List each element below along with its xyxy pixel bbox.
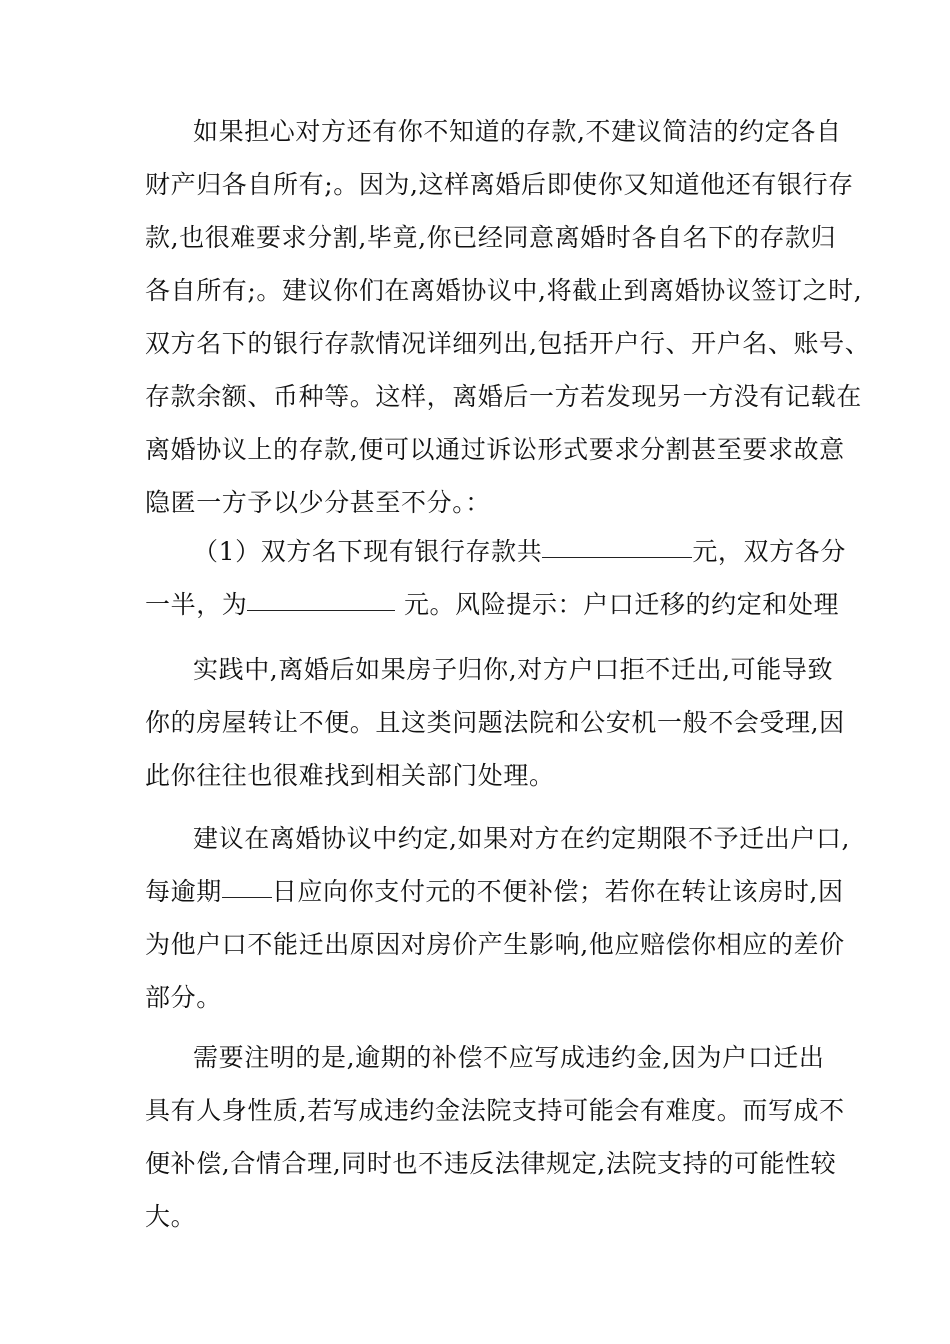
half-amount-blank [247, 588, 395, 611]
text-line: 离婚协议上的存款,便可以通过诉讼形式要求分割甚至要求故意 [145, 435, 845, 464]
text-line: 各自所有;。建议你们在离婚协议中,将截止到离婚协议签订之时, [145, 276, 863, 305]
text-line: 便补偿,合情合理,同时也不违反法律规定,法院支持的可能性较 [145, 1149, 837, 1178]
clause-text: （1）双方名下现有银行存款共 [193, 537, 543, 566]
text-line: 为他户口不能迁出原因对房价产生影响,他应赔偿你相应的差价 [145, 930, 845, 959]
text-line: 如果担心对方还有你不知道的存款,不建议简洁的约定各自 [193, 117, 842, 146]
days-blank [222, 875, 272, 898]
clause-text: 一半，为 [145, 590, 248, 619]
text-line [145, 865, 844, 918]
paragraph-household-practice [145, 643, 845, 802]
text-line [145, 525, 846, 578]
text-line: 存款余额、币种等。这样，离婚后一方若发现另一方没有记载在 [145, 382, 862, 411]
text-line: 隐匿一方予以少分甚至不分。： [145, 488, 491, 517]
text-line [145, 578, 840, 631]
clause-text: 元，双方各分 [692, 537, 846, 566]
text-line: 大。 [145, 1202, 197, 1231]
text-line: 建议在离婚协议中约定,如果对方在约定期限不予迁出户口, [193, 824, 851, 853]
text-line: 此你往往也很难找到相关部门处理。 [145, 761, 555, 790]
text-line: 需要注明的是,逾期的补偿不应写成违约金,因为户口迁出 [193, 1043, 825, 1072]
paragraph-savings-advice [145, 105, 871, 529]
text-line: 部分。 [145, 983, 222, 1012]
paragraph-household-clause [145, 812, 851, 1024]
clause-text: 元。风险提示：户口迁移的约定和处理 [395, 590, 840, 619]
paragraph-compensation-note [145, 1031, 845, 1243]
text-line: 你的房屋转让不便。且这类问题法院和公安机一般不会受理,因 [145, 708, 845, 737]
text-line: 实践中,离婚后如果房子归你,对方户口拒不迁出,可能导致 [193, 655, 834, 684]
text-line: 财产归各自所有;。因为,这样离婚后即使你又知道他还有银行存 [145, 170, 854, 199]
paragraph-savings-clause [145, 525, 846, 631]
clause-text: 每逾期 [145, 877, 222, 906]
text-line: 双方名下的银行存款情况详细列出,包括开户行、开户名、账号、 [145, 329, 871, 358]
clause-text: 日应向你支付元的不便补偿；若你在转让该房时,因 [271, 877, 844, 906]
amount-blank [542, 535, 692, 558]
text-line: 具有人身性质,若写成违约金法院支持可能会有难度。而写成不 [145, 1096, 845, 1125]
text-line: 款,也很难要求分割,毕竟,你已经同意离婚时各自名下的存款归 [145, 223, 837, 252]
